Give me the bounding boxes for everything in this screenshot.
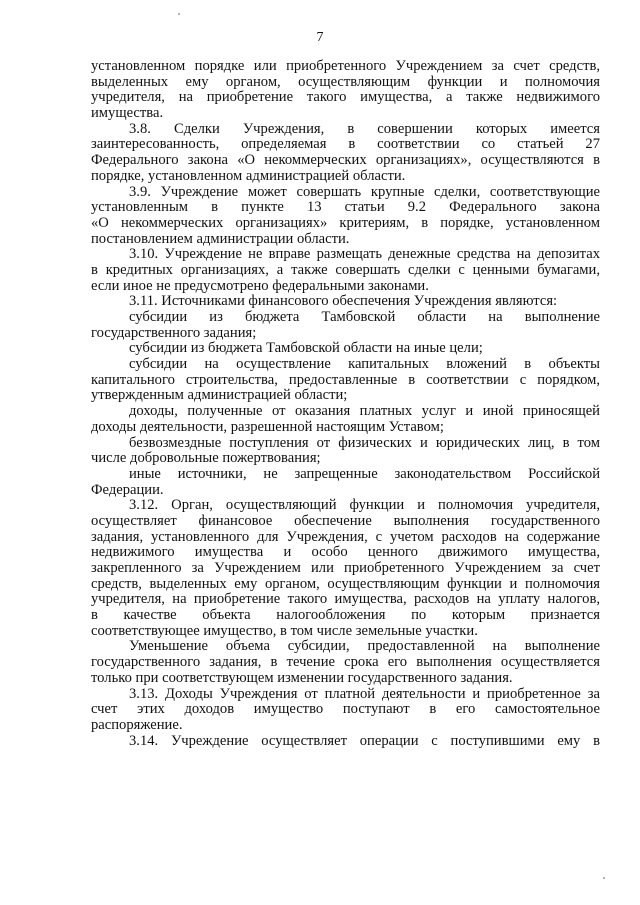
scan-speck (178, 13, 180, 15)
list-item-line: субсидии из бюджета Тамбовской области на выполнение (129, 309, 600, 325)
text-line: если иное не предусмотрено федеральными законами. (91, 277, 429, 294)
text-line: утвержденным администрацией области; (91, 387, 348, 404)
text-line: Федерации. (91, 481, 164, 498)
list-item-line: доходы, полученные от оказания платных услуг и иной приносящей (129, 403, 600, 420)
text-line: заинтересованность, определяемая в соответствии со статьей 27 (91, 136, 600, 153)
text-line: имущества. (91, 105, 164, 122)
paragraph-3-8-first-line: 3.8. Сделки Учреждения, в совершении которых имеется (129, 120, 600, 137)
paragraph-3-12-first-line: 3.12. Орган, осуществляющий функции и полномочия учредителя, (129, 497, 600, 514)
text-line: государственного задания; (91, 324, 257, 341)
text-line: учредителя, на приобретение такого имущества, расходов на уплату налогов, (91, 591, 600, 608)
text-line: счет этих доходов имущество поступают в его самостоятельное (91, 701, 600, 718)
text-line: доходы деятельности, разрешенной настоящим Уставом; (91, 418, 444, 435)
paragraph-subsidy-first-line: Уменьшение объема субсидии, предоставленной на выполнение (129, 638, 600, 655)
text-line: установленным в пункте 13 статьи 9.2 Федерального закона (91, 199, 600, 216)
scan-speck (603, 877, 605, 879)
text-line: числе добровольные пожертвования; (91, 450, 321, 467)
text-line: постановлением администрации области. (91, 230, 350, 247)
text-line: закрепленного за Учреждением или приобретенного Учреждением за счет (91, 560, 600, 576)
text-line: соответствующее имущество, в том числе земельные участки. (91, 622, 478, 639)
list-item-line: иные источники, не запрещенные законодательством Российской (129, 465, 600, 482)
list-item-line: субсидии на осуществление капитальных вложений в объекты (129, 356, 600, 373)
text-line: задания, установленного для Учреждения, с учетом расходов на содержание (91, 528, 600, 545)
text-line: в качестве объекта налогообложения по которым признается (91, 607, 600, 624)
text-line: выделенных ему органом, осуществляющим функции и полномочия (91, 73, 600, 90)
paragraph-3-10-first-line: 3.10. Учреждение не вправе размещать денежные средства на депозитах (129, 246, 600, 263)
paragraph-3-13-first-line: 3.13. Доходы Учреждения от платной деятельности и приобретенное за (129, 685, 600, 702)
text-line: учредителя, на приобретение такого имущества, а также недвижимого (91, 89, 600, 106)
paragraph-3-11-first-line: 3.11. Источниками финансового обеспечения Учреждения являются: (129, 293, 558, 310)
page-number: 7 (316, 30, 324, 45)
paragraph-3-14-first-line: 3.14. Учреждение осуществляет операции с поступившими ему в (129, 732, 600, 749)
text-line: недвижимого имущества и особо ценного движимого имущества, (91, 544, 600, 561)
document-body (91, 59, 600, 749)
list-item-line: безвозмездные поступления от физических и юридических лиц, в том (129, 434, 600, 451)
text-line: капитального строительства, предоставленные в соответствии с порядком, (91, 371, 600, 388)
text-line: только при соответствующем изменении государственного задания. (91, 669, 513, 686)
text-line: установленном порядке или приобретенного Учреждением за счет средств, (91, 58, 600, 74)
text-line: «О некоммерческих организациях» критериям, в порядке, установленном (91, 214, 600, 231)
text-line: распоряжение. (91, 716, 183, 733)
list-item-line: субсидии из бюджета Тамбовской области на иные цели; (129, 340, 483, 357)
text-line: в кредитных организациях, а также совершать сделки с ценными бумагами, (91, 261, 600, 278)
text-line: Федерального закона «О некоммерческих организациях», осуществляются в (91, 152, 600, 169)
text-line: средств, выделенных ему органом, осуществляющим функции и полномочия (91, 575, 600, 592)
text-line: порядке, установленном администрацией области. (91, 167, 406, 184)
text-line: государственного задания, в течение срока его выполнения осуществляется (91, 654, 600, 671)
paragraph-3-9-first-line: 3.9. Учреждение может совершать крупные сделки, соответствующие (129, 183, 600, 200)
text-line: осуществляет финансовое обеспечение выполнения государственного (91, 512, 600, 529)
